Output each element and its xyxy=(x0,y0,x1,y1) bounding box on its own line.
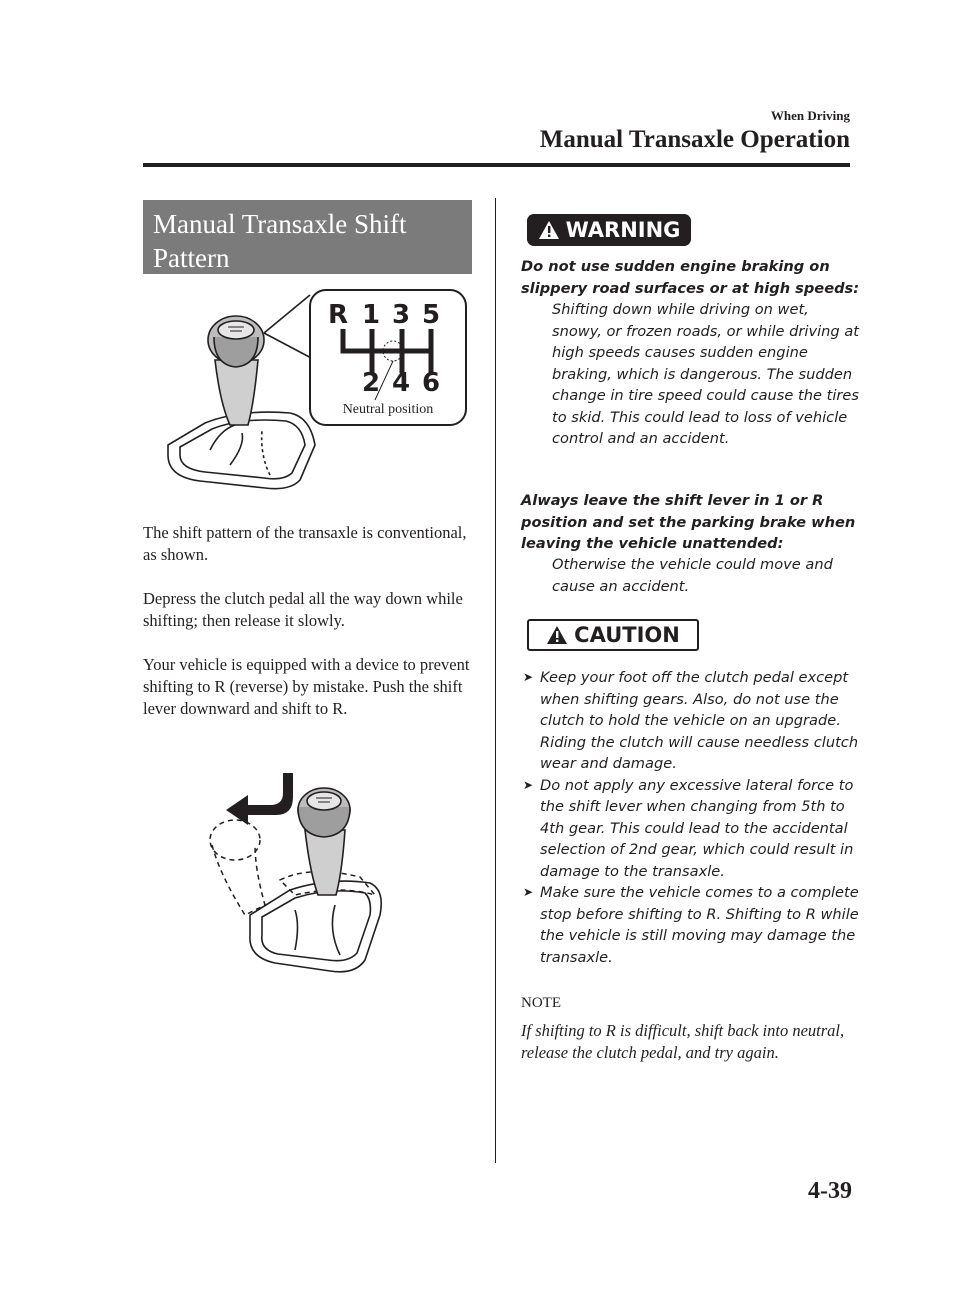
gear-shift-knob-icon xyxy=(208,316,264,425)
gear-label-6: 6 xyxy=(421,368,441,398)
caution-list xyxy=(521,667,861,968)
paragraph-reverse-lockout: Your vehicle is equipped with a device to prevent shifting to R (reverse) by mistake. Push the shift lever downward and shift to R. xyxy=(143,655,470,718)
gear-label-r: R xyxy=(327,300,349,330)
warning-triangle-icon xyxy=(538,220,560,240)
gear-label-2: 2 xyxy=(361,368,381,398)
warning-heading: Always leave the shift lever in 1 or R position and set the parking brake when leaving the vehicle unattended: xyxy=(521,492,856,552)
paragraph-clutch: Depress the clutch pedal all the way down while shifting; then release it slowly. xyxy=(143,589,463,630)
shift-boot-illustration xyxy=(250,881,381,972)
warning-badge xyxy=(527,214,691,246)
header-rule xyxy=(143,163,850,167)
column-divider xyxy=(495,198,496,1163)
bullet-arrow-icon: ➤ xyxy=(523,885,534,899)
bullet-arrow-icon: ➤ xyxy=(523,777,534,792)
push-down-arrow-icon xyxy=(226,773,293,825)
caution-badge xyxy=(527,619,699,651)
shift-pattern-figure xyxy=(150,285,470,510)
caution-triangle-icon xyxy=(546,625,568,645)
gear-label-3: 3 xyxy=(391,300,411,330)
caution-text: Do not apply any excessive lateral force to the shift lever when changing from 5th to 4th gear. This could lead to the accidental selection of 2nd gear, which could result in damage to the transaxle. xyxy=(540,776,854,880)
caution-text: Make sure the vehicle comes to a complete stop before shifting to R. Shifting to R while the vehicle is still moving may damage the transaxle. xyxy=(540,884,859,966)
callout-line xyxy=(264,295,310,333)
neutral-position-label: Neutral position xyxy=(342,402,434,417)
gear-label-5: 5 xyxy=(421,300,441,330)
gear-label-4: 4 xyxy=(391,368,411,398)
section-heading: Manual Transaxle Shift Pattern xyxy=(143,200,472,274)
gear-shift-knob-icon xyxy=(298,788,350,895)
callout-line xyxy=(264,333,315,360)
ghost-lever-outline xyxy=(210,820,375,915)
gear-label-1: 1 xyxy=(361,300,381,330)
caution-item xyxy=(521,775,861,883)
caution-label: CAUTION xyxy=(574,623,680,647)
header-section-label: When Driving xyxy=(770,108,850,123)
bullet-arrow-icon: ➤ xyxy=(523,670,534,684)
note-label: NOTE xyxy=(521,995,561,1011)
caution-text: Keep your foot off the clutch pedal except when shifting gears. Also, do not use the clutch to hold the vehicle on an upgrade. Riding the clutch will cause needless clutch wear and damage. xyxy=(540,669,859,772)
warning-label: WARNING xyxy=(565,218,681,242)
caution-item xyxy=(521,882,861,968)
header-title: Manual Transaxle Operation xyxy=(539,126,850,153)
warning-heading: Do not use sudden engine braking on slippery road surfaces or at high speeds: xyxy=(521,258,860,297)
reverse-shift-figure xyxy=(200,765,400,990)
warning-body: Otherwise the vehicle could move and cause an accident. xyxy=(552,556,833,595)
paragraph-shift-pattern: The shift pattern of the transaxle is conventional, as shown. xyxy=(143,523,467,564)
caution-item xyxy=(521,667,861,775)
warning-body: Shifting down while driving on wet, snowy, or frozen roads, or while driving at high speeds causes sudden engine braking, which is dangerous. The sudden change in tire speed could cause the tires to skid. This could lead to loss of vehicle control and an accident. xyxy=(552,301,859,447)
note-text: If shifting to R is difficult, shift back into neutral, release the clutch pedal, and try again. xyxy=(521,1021,845,1062)
page-number: 4-39 xyxy=(808,1178,852,1204)
